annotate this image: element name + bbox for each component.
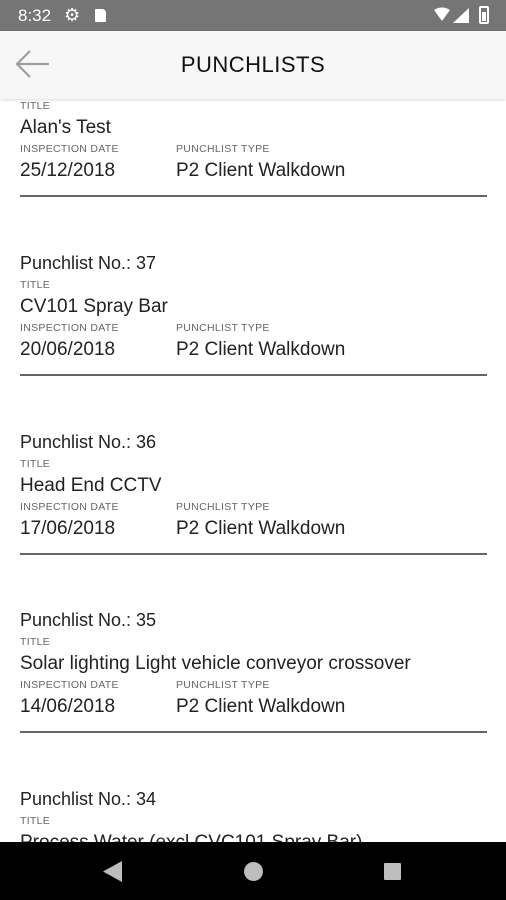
punchlist-number: Punchlist No.: 34 — [20, 789, 157, 809]
divider — [20, 374, 487, 376]
inspection-date-label: INSPECTION DATE — [20, 322, 119, 334]
punchlist-type-label: PUNCHLIST TYPE — [176, 679, 270, 691]
inspection-date: 14/06/2018 — [20, 696, 116, 717]
wifi-icon — [434, 8, 450, 22]
inspection-date-label: INSPECTION DATE — [20, 143, 119, 155]
title-label: TITLE — [20, 636, 51, 648]
punchlist-number: Punchlist No.: 35 — [20, 610, 157, 630]
inspection-date-label: INSPECTION DATE — [20, 501, 119, 513]
navigation-bar — [0, 842, 506, 900]
punchlist-title: Head End CCTV — [20, 475, 162, 496]
sd-card-icon — [95, 9, 106, 22]
nav-recents-icon[interactable] — [384, 863, 401, 880]
divider — [20, 195, 487, 197]
punchlist-type-label: PUNCHLIST TYPE — [176, 501, 270, 513]
punchlist-type: P2 Client Walkdown — [176, 518, 346, 539]
punchlist-type-label: PUNCHLIST TYPE — [176, 143, 270, 155]
title-label: TITLE — [20, 458, 51, 470]
punchlist-type: P2 Client Walkdown — [176, 160, 346, 181]
punchlist-number: Punchlist No.: 37 — [20, 253, 157, 273]
nav-back-icon[interactable] — [103, 861, 122, 882]
inspection-date-label: INSPECTION DATE — [20, 679, 119, 691]
inspection-date: 25/12/2018 — [20, 160, 116, 181]
page-title: PUNCHLISTS — [180, 52, 326, 77]
punchlist-title: Alan's Test — [20, 117, 111, 138]
signal-icon — [453, 8, 469, 23]
title-label: TITLE — [20, 100, 51, 112]
inspection-date: 20/06/2018 — [20, 339, 116, 360]
punchlist-type: P2 Client Walkdown — [176, 696, 346, 717]
inspection-date: 17/06/2018 — [20, 518, 116, 539]
punchlist-title: Solar lighting Light vehicle conveyor crossover — [20, 653, 411, 674]
status-bar — [0, 0, 506, 31]
punchlist-list[interactable] — [0, 99, 506, 842]
divider — [20, 553, 487, 555]
punchlist-title: CV101 Spray Bar — [20, 296, 168, 317]
title-label: TITLE — [20, 279, 51, 291]
battery-icon — [479, 6, 489, 24]
punchlist-type: P2 Client Walkdown — [176, 339, 346, 360]
punchlist-type-label: PUNCHLIST TYPE — [176, 322, 270, 334]
app-bar — [0, 31, 506, 99]
divider — [20, 731, 487, 733]
title-label: TITLE — [20, 815, 51, 827]
nav-home-icon[interactable] — [244, 862, 263, 881]
punchlist-number: Punchlist No.: 36 — [20, 432, 157, 452]
gear-icon: ⚙ — [64, 5, 81, 25]
status-time: 8:32 — [18, 6, 52, 25]
